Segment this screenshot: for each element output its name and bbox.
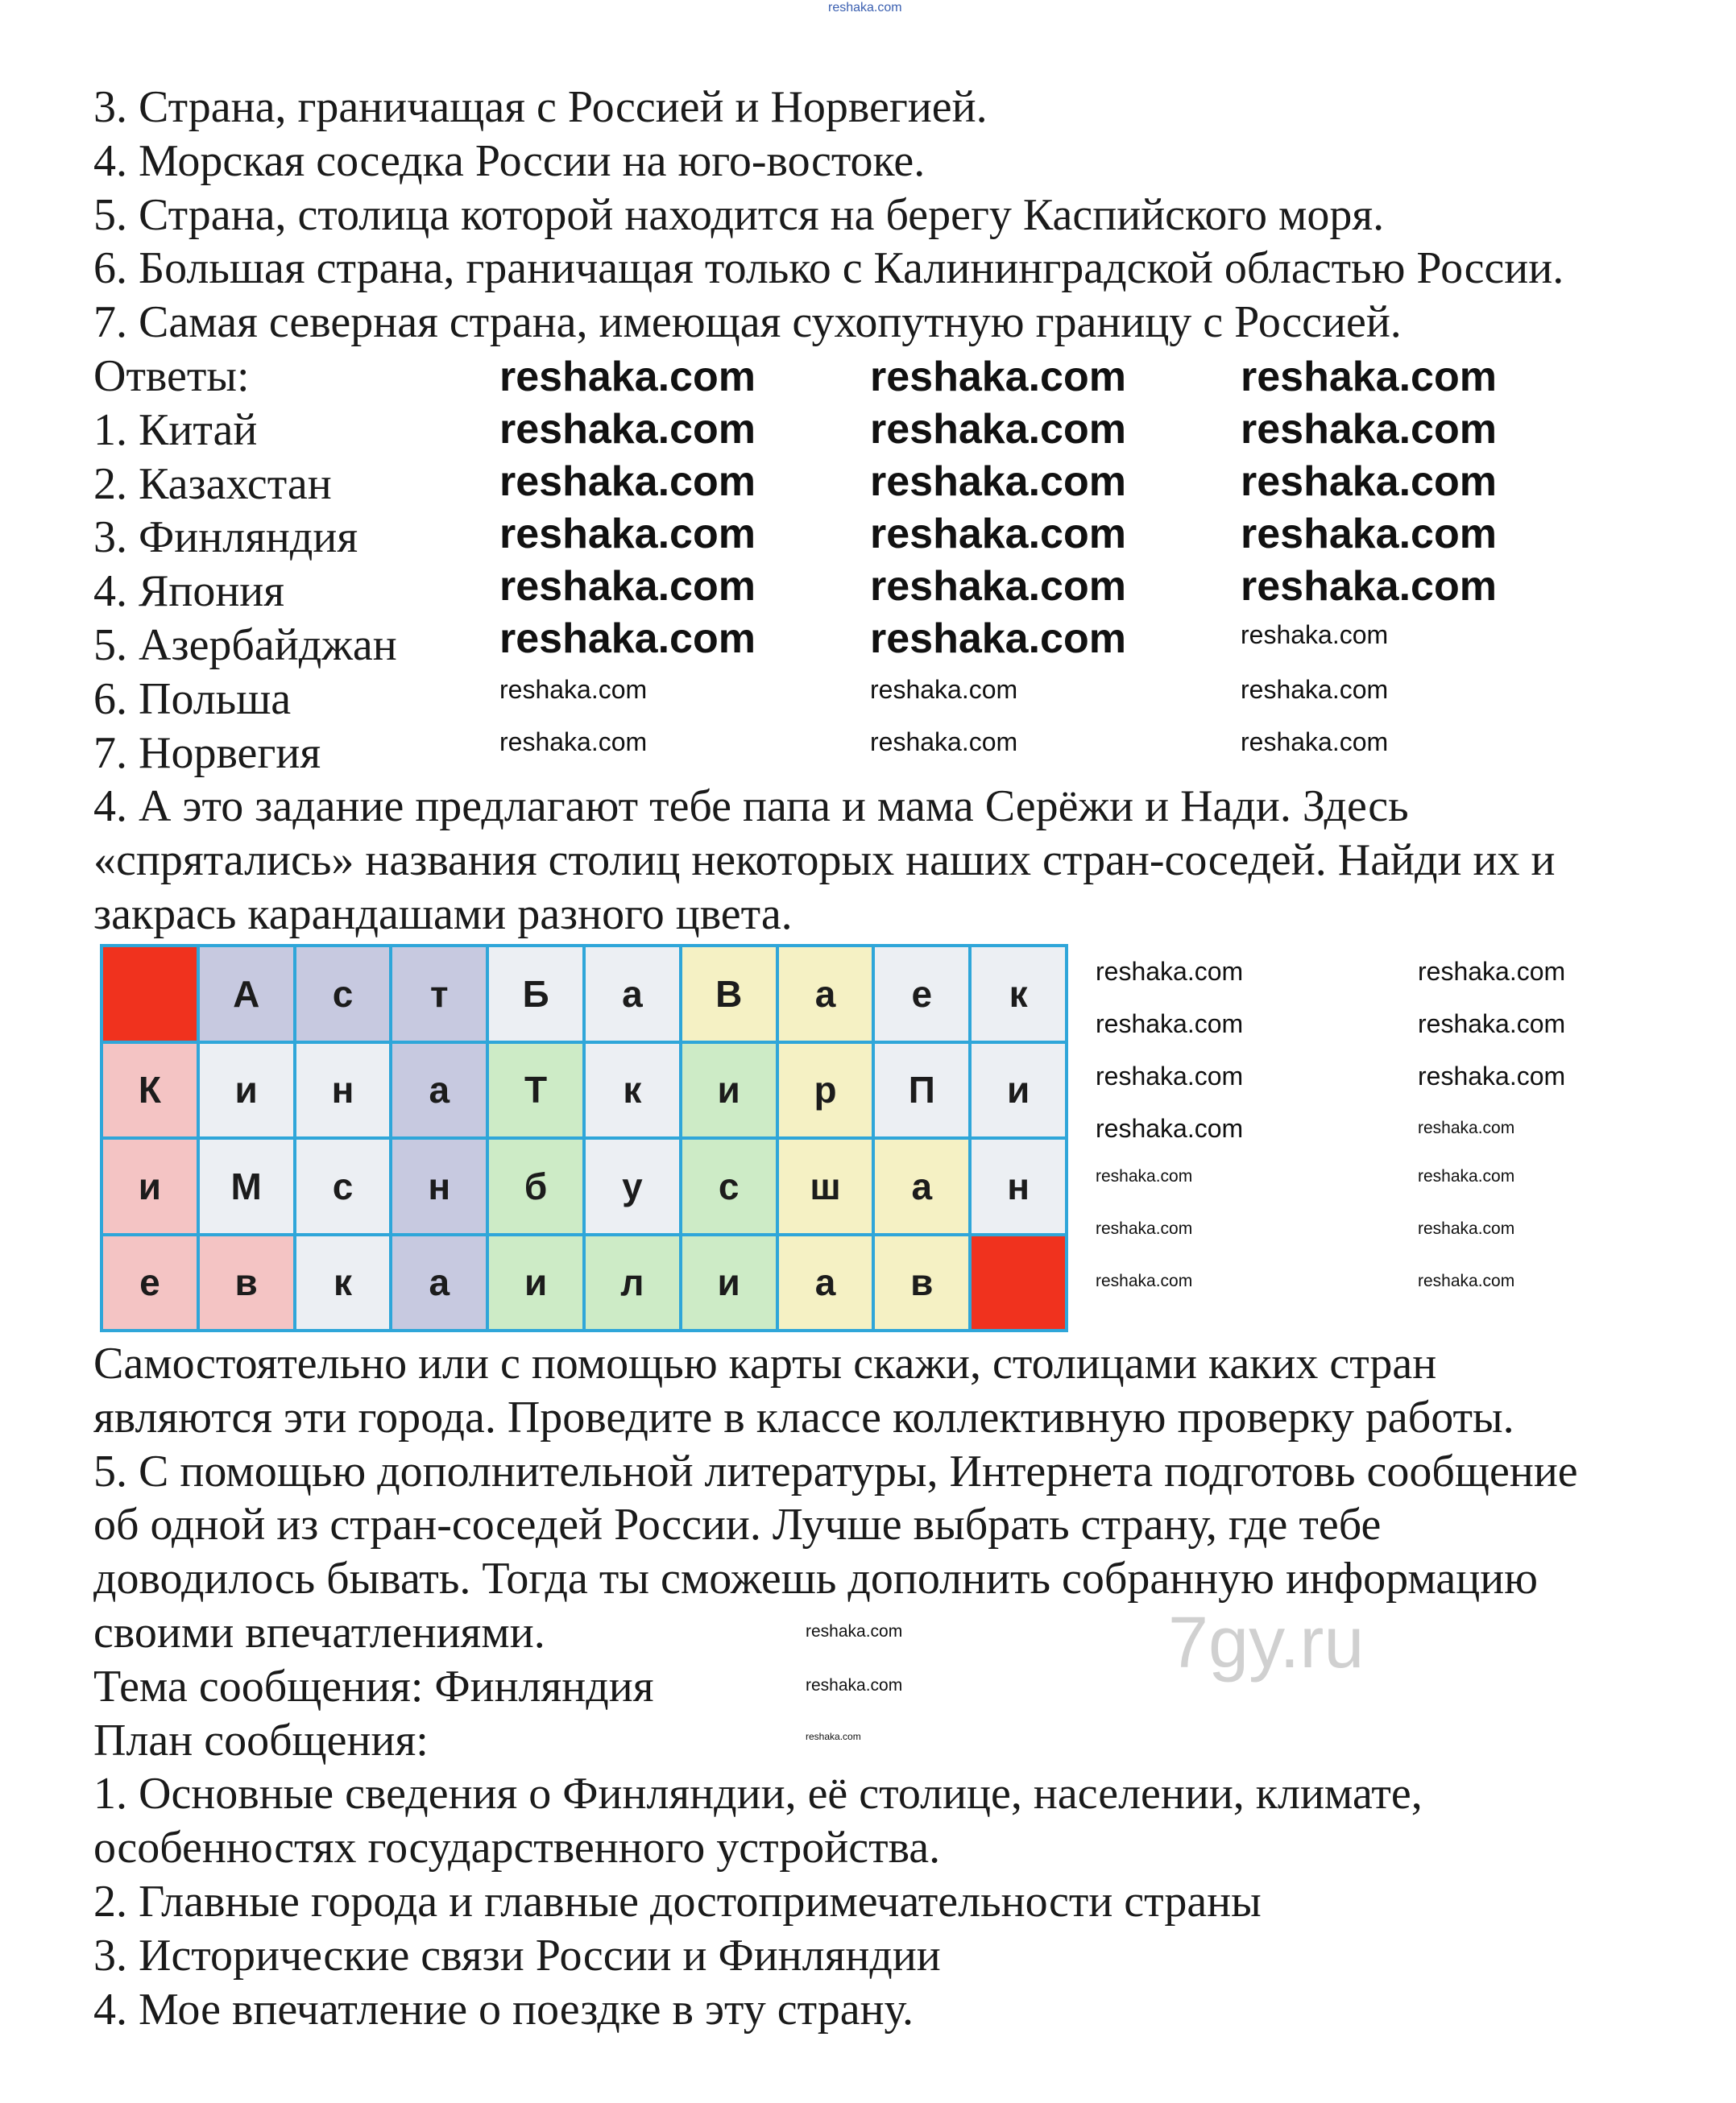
grid-cell: в <box>200 1236 293 1330</box>
watermark: reshaka.com <box>499 406 756 453</box>
grid-cell: а <box>392 1044 486 1137</box>
text-line: доводилось бывать. Тогда ты сможешь дополнить собранную информацию <box>93 1554 1539 1604</box>
answers-heading: Ответы: <box>93 350 250 401</box>
report-plan-heading: План сообщения: <box>93 1715 429 1766</box>
grid-cell: н <box>972 1140 1065 1233</box>
grid-cell: А <box>200 947 293 1041</box>
grid-cell: М <box>200 1140 293 1233</box>
watermark: reshaka.com <box>1096 1114 1244 1143</box>
plan-item-3: 3. Исторические связи России и Финляндии <box>93 1930 941 1981</box>
watermark: reshaka.com <box>806 1676 903 1695</box>
watermark: reshaka.com <box>870 458 1126 505</box>
watermark: reshaka.com <box>1418 1272 1515 1290</box>
grid-cell: е <box>103 1236 197 1330</box>
question-6: 6. Большая страна, граничащая только с Калининградской областью России. <box>93 243 1564 294</box>
watermark: reshaka.com <box>499 563 756 610</box>
watermark: reshaka.com <box>870 615 1126 662</box>
watermark: reshaka.com <box>1418 1167 1515 1186</box>
watermark: reshaka.com <box>499 511 756 557</box>
grid-cell: и <box>489 1236 582 1330</box>
watermark: reshaka.com <box>1241 406 1497 453</box>
watermark: reshaka.com <box>1096 1167 1193 1186</box>
watermark: reshaka.com <box>870 406 1126 453</box>
text-line: об одной из стран-соседей России. Лучше выбрать страну, где тебе <box>93 1500 1382 1550</box>
task-4-line-2: «спрятались» названия столиц некоторых наших стран-соседей. Найди их и <box>93 835 1556 886</box>
text-line: являются эти города. Проведите в классе коллективную проверку работы. <box>93 1392 1514 1443</box>
watermark: reshaka.com <box>1096 1062 1244 1091</box>
watermark: reshaka.com <box>870 727 1018 756</box>
text-line: своими впечатлениями. <box>93 1607 545 1658</box>
grid-cell: б <box>489 1140 582 1233</box>
answer-2: 2. Казахстан <box>93 458 332 509</box>
grid-cell <box>972 1236 1065 1330</box>
watermark: reshaka.com <box>1418 957 1566 986</box>
watermark: reshaka.com <box>1096 1272 1193 1290</box>
report-topic: Тема сообщения: Финляндия <box>93 1661 654 1712</box>
plan-item-4: 4. Мое впечатление о поездке в эту страну. <box>93 1984 914 2035</box>
question-3: 3. Страна, граничащая с Россией и Норвегией. <box>93 82 988 132</box>
watermark: reshaka.com <box>1241 563 1497 610</box>
plan-item-1: 1. Основные сведения о Финляндии, её столице, населении, климате, <box>93 1769 1423 1819</box>
watermark: reshaka.com <box>1418 1009 1566 1038</box>
watermark: reshaka.com <box>1241 727 1389 756</box>
task-5-line: 5. С помощью дополнительной литературы, Интернета подготовь сообщение <box>93 1446 1578 1497</box>
grid-cell: н <box>392 1140 486 1233</box>
watermark: reshaka.com <box>1241 620 1389 649</box>
grid-cell: а <box>586 947 679 1041</box>
watermark: reshaka.com <box>499 727 648 756</box>
watermark: reshaka.com <box>1096 1219 1193 1238</box>
watermark: reshaka.com <box>870 675 1018 704</box>
grid-cell: К <box>103 1044 197 1137</box>
grid-cell <box>103 947 197 1041</box>
grid-cell: р <box>779 1044 872 1137</box>
watermark: reshaka.com <box>806 1731 861 1742</box>
task-4-line-1: 4. А это задание предлагают тебе папа и мама Серёжи и Нади. Здесь <box>93 781 1409 832</box>
grid-cell: е <box>875 947 968 1041</box>
grid-cell: к <box>296 1236 390 1330</box>
question-7: 7. Самая северная страна, имеющая сухопутную границу с Россией. <box>93 297 1402 348</box>
grid-cell: ш <box>779 1140 872 1233</box>
text-line: Самостоятельно или с помощью карты скажи, столицами каких стран <box>93 1339 1437 1389</box>
question-5: 5. Страна, столица которой находится на берегу Каспийского моря. <box>93 189 1385 240</box>
watermark: reshaka.com <box>828 1 902 14</box>
watermark: reshaka.com <box>1241 458 1497 505</box>
watermark: reshaka.com <box>1096 1009 1244 1038</box>
grid-cell: и <box>972 1044 1065 1137</box>
grid-cell: и <box>200 1044 293 1137</box>
grid-cell: а <box>392 1236 486 1330</box>
watermark: reshaka.com <box>1418 1062 1566 1091</box>
watermark: reshaka.com <box>870 563 1126 610</box>
watermark: reshaka.com <box>1241 354 1497 400</box>
plan-item-1-cont: особенностях государственного устройства. <box>93 1823 941 1873</box>
answer-5: 5. Азербайджан <box>93 619 397 670</box>
watermark: reshaka.com <box>870 354 1126 400</box>
grid-cell: к <box>972 947 1065 1041</box>
watermark: reshaka.com <box>499 615 756 662</box>
grid-cell: т <box>392 947 486 1041</box>
answer-4: 4. Япония <box>93 566 285 617</box>
grid-cell: и <box>682 1236 776 1330</box>
plan-item-2: 2. Главные города и главные достопримечательности страны <box>93 1876 1262 1927</box>
grid-cell: к <box>586 1044 679 1137</box>
answer-1: 1. Китай <box>93 404 258 455</box>
grid-cell: П <box>875 1044 968 1137</box>
grid-cell: а <box>779 947 872 1041</box>
grid-cell: с <box>296 1140 390 1233</box>
watermark: reshaka.com <box>1418 1119 1515 1137</box>
grid-cell: и <box>103 1140 197 1233</box>
grid-cell: В <box>682 947 776 1041</box>
grid-cell: н <box>296 1044 390 1137</box>
grid-cell: а <box>779 1236 872 1330</box>
watermark: reshaka.com <box>1418 1219 1515 1238</box>
task-4-line-3: закрась карандашами разного цвета. <box>93 888 793 939</box>
watermark: reshaka.com <box>1096 957 1244 986</box>
watermark: reshaka.com <box>499 675 648 704</box>
grid-cell: с <box>296 947 390 1041</box>
watermark: reshaka.com <box>1241 511 1497 557</box>
watermark: reshaka.com <box>870 511 1126 557</box>
answer-3: 3. Финляндия <box>93 512 358 563</box>
grid-cell: а <box>875 1140 968 1233</box>
image-watermark: 7gy.ru <box>1168 1603 1365 1683</box>
grid-cell: и <box>682 1044 776 1137</box>
watermark: reshaka.com <box>499 458 756 505</box>
answer-6: 6. Польша <box>93 673 292 724</box>
grid-cell: Т <box>489 1044 582 1137</box>
question-4: 4. Морская соседка России на юго-востоке. <box>93 135 926 186</box>
grid-cell: в <box>875 1236 968 1330</box>
grid-cell: с <box>682 1140 776 1233</box>
grid-cell: у <box>586 1140 679 1233</box>
answer-7: 7. Норвегия <box>93 727 321 778</box>
watermark: reshaka.com <box>499 354 756 400</box>
grid-cell: л <box>586 1236 679 1330</box>
watermark: reshaka.com <box>1241 675 1389 704</box>
letter-grid <box>100 944 1068 1332</box>
grid-cell: Б <box>489 947 582 1041</box>
watermark: reshaka.com <box>806 1622 903 1641</box>
